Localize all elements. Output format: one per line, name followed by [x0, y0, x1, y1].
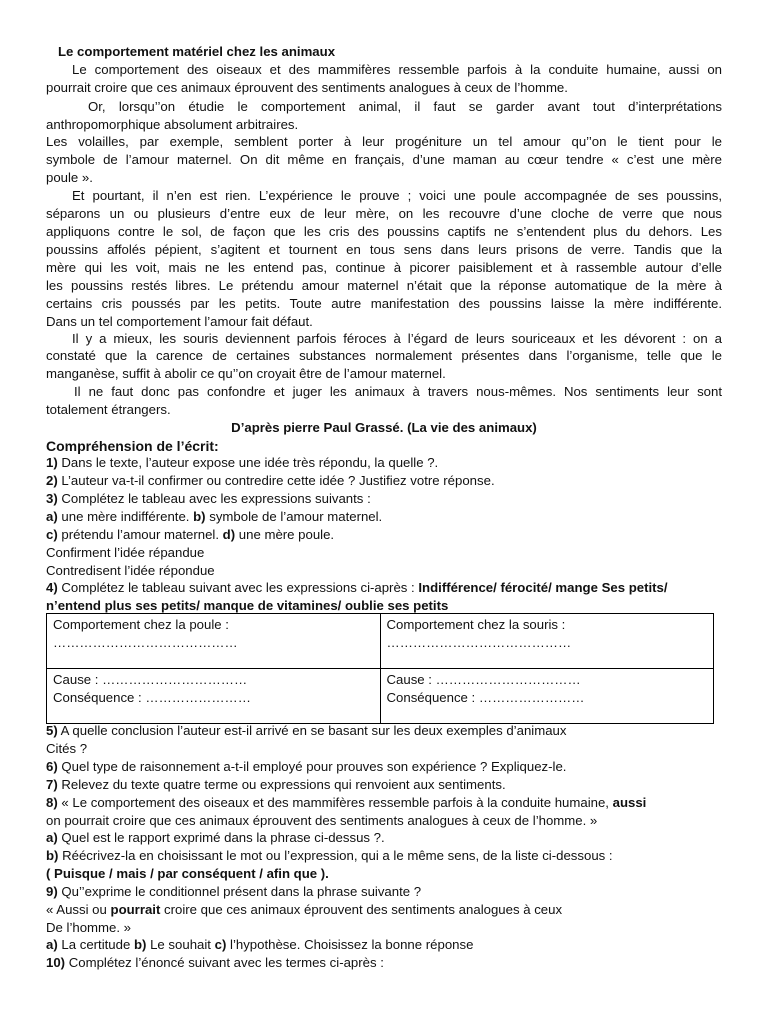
option-text: une mère indifférente.: [57, 509, 190, 524]
paragraph-line: mère qui les voit, mais ne les entend pas, continue à picorer paisiblement et à rassemble autour d’elle: [46, 260, 722, 275]
question-text: Dans le texte, l’auteur expose une idée très répondu, la quelle ?.: [57, 455, 439, 470]
option-text: Quel est le rapport exprimé dans la phrase ci-dessus ?.: [57, 830, 385, 845]
paragraph-line: Il ne faut donc pas confondre et juger les animaux à travers nous-mêmes. Nos sentiments leur sont: [74, 384, 722, 399]
paragraph-line: Or, lorsqu’’on étudie le comportement animal, il faut se garder avant tout d’interprétations: [88, 99, 722, 114]
poule-header: Comportement chez la poule :: [53, 617, 229, 632]
option-letter: b): [193, 509, 206, 524]
table-cell-poule[interactable]: [47, 614, 381, 669]
souris-header: Comportement chez la souris :: [386, 617, 566, 632]
paragraph-line: manganèse, suffit à abolir ce qu’’on croyait être de l’amour maternel.: [46, 366, 446, 381]
consequence-field: Conséquence : ……………………: [53, 690, 251, 705]
table-cell-souris[interactable]: [380, 614, 714, 669]
paragraph-line: anthropomorphique absolument arbitraires.: [46, 117, 299, 132]
blank-dots: ……………………………………: [53, 635, 238, 650]
question-text: Complétez le tableau avec les expressions suivants :: [57, 491, 371, 506]
confirm-label: Confirment l’idée répandue: [46, 545, 205, 560]
question-text: Complétez le tableau suivant avec les expressions ci-après :: [57, 580, 419, 595]
question-5: [46, 722, 722, 740]
option-letter: d): [222, 527, 236, 542]
paragraph-line: certains cris poussés par les petits. Toute autre manifestation des poussins laisse la mère indifférente.: [46, 296, 722, 311]
question-8b: [46, 847, 722, 865]
question-text: Qu’’exprime le conditionnel présent dans la phrase suivante ?: [57, 884, 422, 899]
cause-field: Cause : ……………………………: [53, 672, 248, 687]
option-letter: c): [46, 527, 58, 542]
option-text: La certitude: [57, 937, 134, 952]
question-keywords: Indifférence/ férocité/ mange Ses petits/: [418, 580, 668, 595]
paragraph-line: poule ».: [46, 170, 93, 185]
paragraph-line: les poussins restés libres. Le prétendu amour maternel n’était que la réponse automatique de la mère à: [46, 278, 722, 293]
question-text: « Le comportement des oiseaux et des mammifères ressemble parfois à la conduite humaine,: [57, 795, 613, 810]
question-number: 6): [46, 759, 58, 774]
question-number: 3): [46, 491, 58, 506]
question-2: [46, 472, 722, 490]
question-7: [46, 776, 722, 794]
paragraph-line: totalement étrangers.: [46, 402, 171, 417]
paragraph-line: Le comportement des oiseaux et des mammifères ressemble parfois à la conduite humaine, aussi on: [72, 62, 722, 77]
paragraph-line: appliquons contre le sol, de façon que les cris des poussins captifs ne s’entendent plus du dehors. Les: [46, 224, 722, 239]
question-9-quote-line2: De l’homme. »: [46, 920, 132, 935]
paragraph-line: poussins affolés pépient, s’agitent et tournent en tous sens dans leurs prisons de verre. Tandis que la: [46, 242, 722, 257]
paragraph-line: Et pourtant, il n’en est rien. L’expérience le prouve ; voici une poule accompagnée de ses poussins,: [72, 188, 722, 203]
paragraph-line: Il y a mieux, les souris deviennent parfois féroces à l’égard de leurs souriceaux et les dévorent : on a: [72, 331, 722, 346]
question-4-keywords-line2: n’entend plus ses petits/ manque de vitamines/ oublie ses petits: [46, 598, 449, 613]
option-text: une mère poule.: [235, 527, 335, 542]
paragraph-line: constaté que la carence de certaines substances normalement présentes dans l’organisme, telle que le: [46, 348, 722, 363]
quote-text: croire que ces animaux éprouvent des sentiments analogues à ceux: [160, 902, 563, 917]
question-3-options-cd: [46, 526, 722, 544]
paragraph-line: pourrait croire que ces animaux éprouvent des sentiments analogues à ceux de l’homme.: [46, 80, 568, 95]
highlighted-word: pourrait: [110, 902, 161, 917]
option-text: prétendu l’amour maternel.: [57, 527, 219, 542]
option-text: Le souhait: [146, 937, 215, 952]
question-4: [46, 579, 722, 597]
completion-table: [46, 613, 714, 724]
question-5-line2: Cités ?: [46, 741, 88, 756]
question-number: 8): [46, 795, 58, 810]
question-number: 1): [46, 455, 58, 470]
question-1: [46, 454, 722, 472]
consequence-field: Conséquence : ……………………: [386, 690, 585, 705]
question-text: L’auteur va-t-il confirmer ou contredire cette idée ? Justifiez votre réponse.: [57, 473, 495, 488]
question-9-quote: [46, 901, 722, 919]
highlighted-word: aussi: [612, 795, 647, 810]
question-text: Complétez l’énoncé suivant avec les termes ci-après :: [65, 955, 384, 970]
question-8-line2: on pourrait croire que ces animaux éprouvent des sentiments analogues à ceux de l’homme. »: [46, 813, 598, 828]
cause-field: Cause : ……………………………: [386, 672, 581, 687]
question-6: [46, 758, 722, 776]
question-text: A quelle conclusion l’auteur est-il arrivé en se basant sur les deux exemples d’animaux: [57, 723, 567, 738]
question-text: Quel type de raisonnement a-t-il employé pour prouves son expérience ? Expliquez-le.: [57, 759, 567, 774]
paragraph-line: symbole de l’amour maternel. On dit même en français, d’une maman au cœur tendre « c’est une mère: [46, 152, 722, 167]
question-10: [46, 954, 722, 972]
quote-text: « Aussi ou: [46, 902, 111, 917]
question-9: [46, 883, 722, 901]
question-3: [46, 490, 722, 508]
question-8a: [46, 829, 722, 847]
option-letter: a): [46, 830, 58, 845]
option-letter: b): [46, 848, 59, 863]
question-number: 5): [46, 723, 58, 738]
source-citation: D’après pierre Paul Grassé. (La vie des animaux): [231, 420, 537, 435]
question-3-options-ab: [46, 508, 722, 526]
question-number: 9): [46, 884, 58, 899]
blank-dots: ……………………………………: [386, 635, 572, 650]
question-number: 2): [46, 473, 58, 488]
question-number: 7): [46, 777, 58, 792]
option-letter: b): [133, 937, 147, 952]
contradict-label: Contredisent l’idée répondue: [46, 563, 215, 578]
option-text: l’hypothèse. Choisissez la bonne réponse: [226, 937, 474, 952]
paragraph-line: Les volailles, par exemple, semblent porter à leur progéniture un tel amour qu’’on le tient pour le: [46, 134, 722, 149]
document-title: Le comportement matériel chez les animaux: [58, 44, 336, 59]
question-9-options: [46, 936, 722, 954]
option-letter: a): [46, 937, 58, 952]
option-text: symbole de l’amour maternel.: [205, 509, 383, 524]
question-number: 4): [46, 580, 58, 595]
question-8: [46, 794, 722, 812]
table-cell-souris-cause[interactable]: [380, 669, 714, 724]
connector-list: ( Puisque / mais / par conséquent / afin que ).: [46, 866, 329, 881]
question-text: Relevez du texte quatre terme ou expressions qui renvoient aux sentiments.: [57, 777, 506, 792]
paragraph-line: Dans un tel comportement l’amour fait défaut.: [46, 314, 313, 329]
table-cell-poule-cause[interactable]: [47, 669, 381, 724]
option-letter: c): [214, 937, 227, 952]
option-text: Réécrivez-la en choisissant le mot ou l’expression, qui a le même sens, de la liste ci-dessous :: [58, 848, 613, 863]
option-letter: a): [46, 509, 58, 524]
question-number: 10): [46, 955, 66, 970]
section-title: Compréhension de l’écrit:: [46, 438, 219, 454]
paragraph-line: séparons un ou plusieurs d’entre eux de leur mère, on les recouvre d’une cloche de verre que nous: [46, 206, 722, 221]
